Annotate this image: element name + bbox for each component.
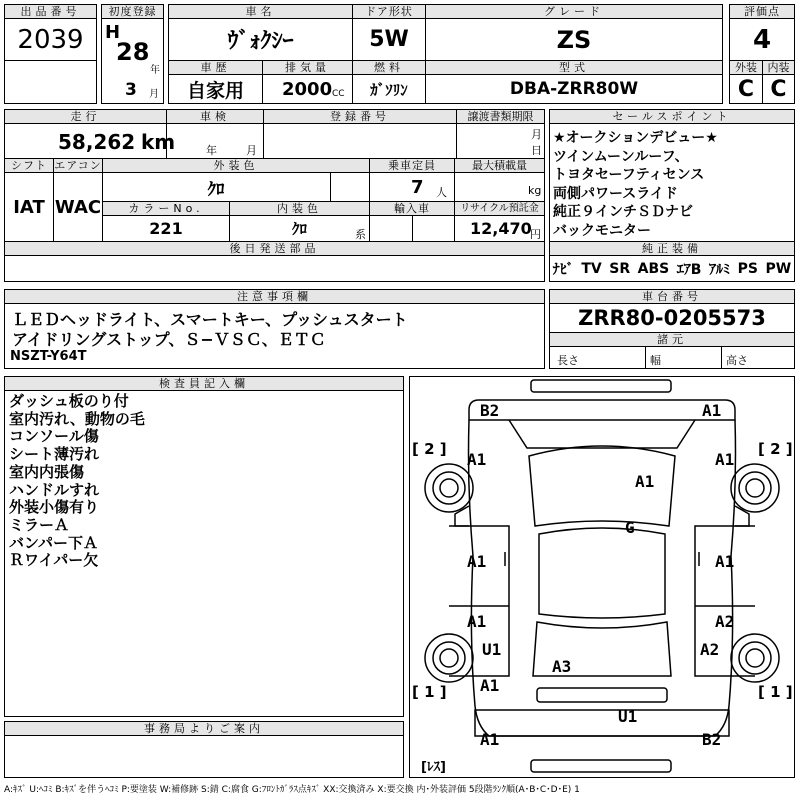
year-unit: 年: [150, 65, 160, 76]
inspection-label: 車検: [166, 109, 264, 124]
front-left-wheel: [425, 464, 473, 512]
inspector-note: ハンドルすれ: [9, 480, 100, 499]
front-bumper: [469, 400, 735, 420]
color-no-label: カラーNo.: [102, 201, 230, 216]
mark-right-quarter: A2: [700, 640, 720, 659]
spare-tire: [ﾚｽ]: [421, 760, 446, 775]
lot-number: 2039: [17, 24, 84, 55]
era-letter: H: [105, 22, 121, 43]
sales-points-list: [553, 129, 718, 240]
transfer-label: 譲渡書類期限: [456, 109, 545, 124]
door-label: ドア形状: [352, 4, 426, 19]
office-label: 事務局よりご案内: [4, 721, 404, 736]
sales-point-line: 純正９インチＳＤナビ: [553, 204, 693, 220]
displacement: 2000: [282, 79, 333, 100]
mark-left-rear-door: A1: [467, 612, 487, 631]
transfer-month-unit: 月: [531, 128, 542, 141]
caution-label: 注意事項欄: [4, 289, 545, 304]
inspector-note: バンパー下Ａ: [9, 533, 98, 552]
dims-label: 諸元: [549, 332, 795, 347]
fuel-label: 燃料: [352, 60, 426, 75]
dims-length: 長さ: [557, 354, 579, 367]
load-label: 最大積載量: [454, 158, 545, 173]
mark-rear-left-bumper: A1: [480, 730, 500, 749]
car-name-label: 車名: [168, 4, 353, 19]
rear-right-wheel: [731, 634, 779, 682]
int-color-label: 内装色: [229, 201, 370, 216]
equip-sr: SR: [609, 260, 631, 277]
inspector-note: シート薄汚れ: [9, 445, 100, 464]
reg-number-cell: [263, 123, 457, 159]
recycle-label: リサイクル預託金: [454, 201, 545, 216]
tire-rear-left: [ 1 ]: [412, 683, 447, 701]
ext-color: ｸﾛ: [207, 179, 225, 200]
rear-bumper: [475, 710, 729, 736]
air-conditioner: WAC: [54, 196, 102, 218]
sales-point-line: 両側パワースライド: [553, 185, 678, 202]
capacity-label: 乗車定員: [369, 158, 455, 173]
inspector-note: Ｒワイパー欠: [9, 551, 99, 570]
front-right-wheel: [731, 464, 779, 512]
insp-year-unit: 年: [206, 144, 217, 157]
tire-front-left: [ 2 ]: [412, 440, 447, 458]
load-unit: kg: [528, 184, 542, 197]
mark-right-rear-door: A2: [715, 612, 735, 631]
int-grade-label: 内装: [762, 60, 795, 75]
lot-label: 出品番号: [4, 4, 97, 19]
legend: A:ｷｽﾞ U:ﾍｺﾐ B:ｷｽﾞを伴うﾍｺﾐ P:要塗装 W:補修跡 S:錆 C:腐食 G:ﾌﾛﾝﾄｶﾞﾗｽ点ｷｽﾞ XX:交換済み X:要交換 内･外装評価 5段階ﾗﾝｸ順(A･B･C･D･E) 1: [4, 785, 580, 795]
color-no: 221: [149, 219, 183, 238]
mark-windshield: G: [625, 518, 635, 537]
sales-point-line: ★オークションデビュー★: [553, 130, 718, 146]
chassis-number: ZRR80-0205573: [578, 306, 766, 330]
inspector-note: コンソール傷: [9, 427, 99, 446]
mileage: 58,262: [58, 130, 136, 154]
sales-point-line: トヨタセーフティセンス: [553, 167, 705, 183]
import-sub-cell: [412, 215, 455, 242]
sales-points-label: セールスポイント: [549, 109, 795, 124]
capacity: 7: [411, 177, 424, 198]
rear-plate-bottom: [531, 760, 671, 772]
ext-grade-label: 外装: [729, 60, 763, 75]
shift-label: シフト: [4, 158, 54, 173]
mark-left-front-door: A1: [467, 552, 487, 571]
equip-airbag: ｴｱB: [676, 261, 702, 278]
score: 4: [752, 24, 772, 55]
equip-abs: ABS: [637, 260, 670, 277]
inspector-note: 室内汚れ、動物の毛: [9, 409, 145, 428]
caution-line-3: NSZT-Y64T: [10, 349, 87, 364]
ext-color-sub-cell: [330, 172, 370, 202]
fuel-type: ｶﾞｿﾘﾝ: [370, 80, 408, 99]
tire-front-right: [ 2 ]: [758, 440, 793, 458]
sales-point-line: バックモニター: [553, 222, 651, 239]
mark-front-right-bumper: A1: [702, 401, 722, 420]
office-cell: [4, 735, 404, 778]
mark-right-front-door: A1: [715, 552, 735, 571]
recycle-fee: 12,470: [470, 219, 532, 238]
import-label: 輸入車: [369, 201, 455, 216]
car-diagram: [409, 376, 795, 778]
mark-front-right-fender: A1: [715, 450, 735, 469]
later-parts-cell: [4, 255, 545, 282]
reg-number-label: 登録番号: [263, 109, 457, 124]
model-label: 型式: [425, 60, 723, 75]
mark-hood: A1: [635, 472, 655, 491]
equipment-list: [549, 255, 795, 282]
inspector-notes: [9, 393, 145, 570]
mark-left-rear-fender: A1: [480, 676, 500, 695]
hood: [509, 420, 695, 448]
recycle-unit: 円: [530, 228, 541, 241]
rear-plate: [537, 688, 667, 702]
reg-year: 28: [116, 38, 150, 66]
mark-front-left-fender: A1: [467, 450, 487, 469]
transfer-day-unit: 日: [531, 144, 542, 157]
mark-tailgate: U1: [618, 707, 638, 726]
roof: [539, 528, 665, 618]
int-color-unit: 系: [355, 228, 366, 241]
int-grade: C: [770, 76, 787, 102]
lot-blank-cell: [4, 60, 97, 104]
caution-line-2: アイドリングストップ、Ｓ−ＶＳＣ、ＥＴＣ: [12, 330, 326, 349]
score-label: 評価点: [729, 4, 795, 19]
dims-height: 高さ: [726, 354, 748, 367]
ac-label: エアコン: [54, 159, 102, 172]
inspector-note: 室内内張傷: [9, 462, 85, 481]
later-parts-label: 後日発送部品: [4, 241, 545, 256]
equip-ps: PS: [737, 260, 758, 277]
door-type: 5W: [369, 27, 409, 52]
car-name: ｳﾞｫｸｼｰ: [227, 29, 294, 54]
rear-left-wheel: [425, 634, 473, 682]
sales-point-line: ツインムーンルーフ、: [553, 148, 689, 165]
inspector-note: ダッシュ板のり付: [9, 392, 129, 410]
front-plate: [531, 380, 671, 392]
grade: ZS: [556, 25, 592, 54]
car-history: 自家用: [186, 79, 244, 102]
cc-unit: CC: [332, 89, 345, 99]
mileage-label: 走行: [4, 109, 167, 124]
ext-grade: C: [737, 76, 755, 102]
mark-rear-right-bumper: B2: [702, 730, 722, 749]
grade-label: グレード: [425, 4, 723, 19]
reg-month: 3: [125, 80, 137, 100]
mark-front-left-bumper: B2: [480, 401, 500, 420]
ext-color-label: 外装色: [102, 158, 370, 173]
shift: IAT: [13, 196, 45, 218]
int-color: ｸﾛ: [291, 220, 307, 238]
inspector-note: ミラーＡ: [9, 515, 70, 534]
equip-tv: TV: [581, 260, 602, 277]
capacity-unit: 人: [436, 186, 447, 199]
displacement-label: 排気量: [262, 60, 353, 75]
equip-alloy: ｱﾙﾐ: [709, 261, 731, 278]
month-unit: 月: [149, 89, 159, 100]
equip-nav: ﾅﾋﾞ: [552, 261, 574, 278]
caution-line-1: ＬＥＤヘッドライト、スマートキー、プッシュスタート: [12, 310, 408, 329]
dims-width: 幅: [650, 354, 661, 367]
model-code: DBA-ZRR80W: [509, 79, 639, 99]
inspector-note: 外装小傷有り: [9, 498, 100, 517]
chassis-label: 車台番号: [549, 289, 795, 304]
mark-left-quarter: U1: [482, 640, 502, 659]
equipment-label: 純正装備: [549, 241, 795, 256]
equip-pw: PW: [765, 260, 792, 277]
tire-rear-right: [ 1 ]: [758, 683, 793, 701]
first-reg-label: 初度登録: [101, 4, 164, 19]
mark-rear-window: A3: [552, 657, 572, 676]
history-label: 車歴: [168, 60, 263, 75]
insp-month-unit: 月: [246, 144, 257, 157]
km-unit: km: [141, 130, 176, 154]
inspector-label: 検査員記入欄: [4, 376, 404, 391]
